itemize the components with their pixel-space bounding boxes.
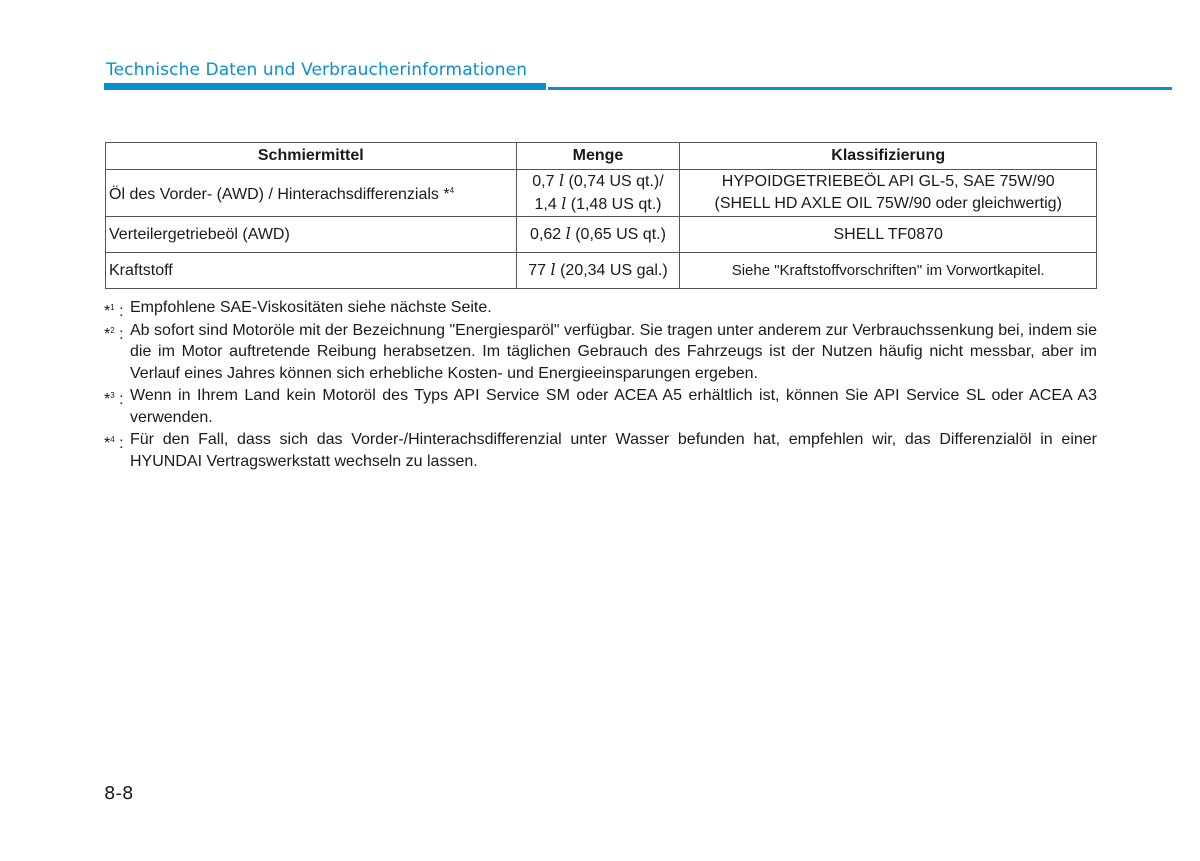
amount-line-1: 0,7 l (0,74 US qt.)/ <box>532 171 664 190</box>
footnote-4 <box>104 429 1097 472</box>
classification-line-2: (SHELL HD AXLE OIL 75W/90 oder gleichwertig) <box>714 195 1062 212</box>
header-rule-thick <box>104 83 546 90</box>
table-row <box>106 170 1097 217</box>
cell-amount <box>516 170 680 217</box>
lubricant-table <box>105 142 1097 289</box>
cell-classification <box>680 170 1097 217</box>
footnote-text: Für den Fall, dass sich das Vorder-/Hinterachsdifferenzial unter Wasser befunden hat, empfehlen wir, das Differenzialöl in einer HYUNDAI Vertragswerkstatt wechseln zu lassen. <box>130 431 1097 470</box>
footnote-1 <box>104 297 1097 319</box>
lubricant-name: Öl des Vorder- (AWD) / Hinterachsdifferenzials * <box>109 186 450 203</box>
cell-lubricant: Verteilergetriebeöl (AWD) <box>106 217 517 253</box>
cell-amount: 77 l (20,34 US gal.) <box>516 253 680 289</box>
section-title: Technische Daten und Verbraucherinformationen <box>106 60 528 80</box>
footnote-text: Wenn in Ihrem Land kein Motoröl des Typs API Service SM oder ACEA A5 erhältlich ist, können Sie API Service SL oder ACEA A3 verwenden. <box>130 387 1097 426</box>
cell-classification: Siehe "Kraftstoffvorschriften" im Vorwortkapitel. <box>680 253 1097 289</box>
footnotes <box>104 297 1097 473</box>
footnote-2 <box>104 320 1097 385</box>
table-header-row <box>106 143 1097 170</box>
table-row <box>106 217 1097 253</box>
footnote-ref: 4 <box>449 186 455 195</box>
footnote-text: Empfohlene SAE-Viskositäten siehe nächste Seite. <box>130 299 492 316</box>
column-header-lubricant: Schmiermittel <box>106 143 517 170</box>
footnote-3 <box>104 385 1097 428</box>
column-header-classification: Klassifizierung <box>680 143 1097 170</box>
table-row <box>106 253 1097 289</box>
footnote-marker: *$^1$ : <box>104 303 124 320</box>
footnote-marker: *$^4$ : <box>104 435 124 452</box>
classification-line-1: HYPOIDGETRIEBEÖL API GL-5, SAE 75W/90 <box>721 173 1055 190</box>
column-header-amount: Menge <box>516 143 680 170</box>
footnote-marker: *$^2$ : <box>104 325 124 343</box>
cell-classification: SHELL TF0870 <box>680 217 1097 253</box>
cell-lubricant <box>106 170 517 217</box>
amount-line-2: 1,4 l (1,48 US qt.) <box>534 194 662 213</box>
cell-lubricant: Kraftstoff <box>106 253 517 289</box>
footnote-marker: *$^3$ : <box>104 391 124 408</box>
page-number: 8-8 <box>104 783 134 804</box>
cell-amount: 0,62 l (0,65 US qt.) <box>516 217 680 253</box>
header-rule-thin <box>548 87 1172 90</box>
footnote-text: Ab sofort sind Motoröle mit der Bezeichnung "Energiesparöl" verfügbar. Sie tragen unter anderem zur Verbrauchssenkung bei, indem sie die im Motor auftretende Reibung herabsetzen. Im täglichen Gebrauch des Fahrzeugs ist der Nutzen häufig nicht messbar, aber im Verlauf eines Jahres können sich erhebliche Kosten- und Energieeinsparungen ergeben. <box>130 321 1097 382</box>
